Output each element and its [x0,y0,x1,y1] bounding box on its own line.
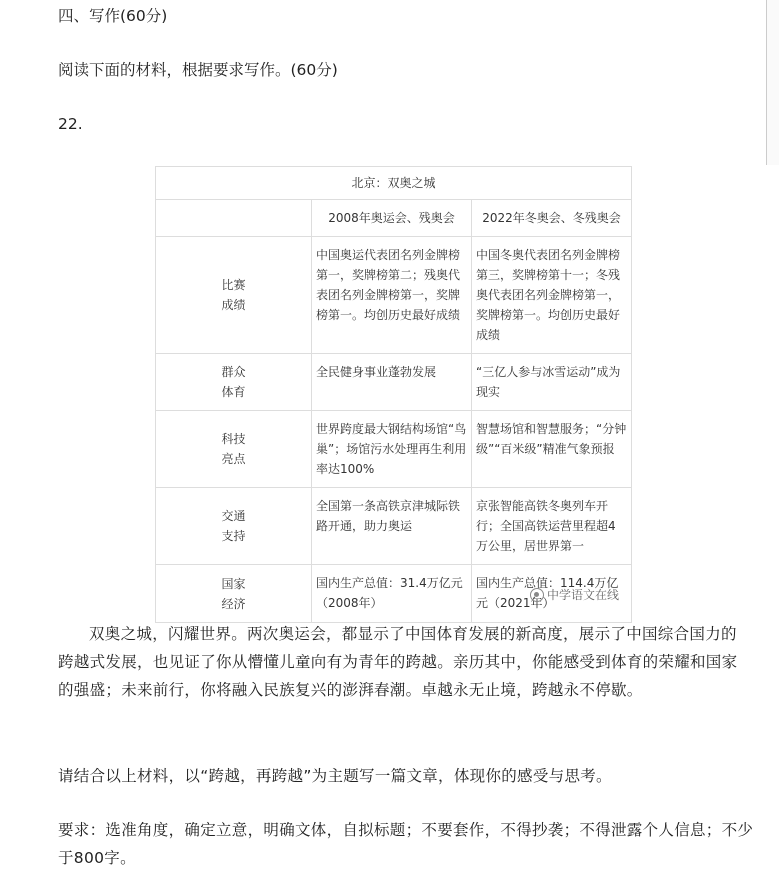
table-row [156,354,632,411]
cell-2022: “三亿人参与冰雪运动”成为现实 [472,354,632,411]
table-header-2008: 2008年奥运会、残奥会 [312,200,472,237]
wechat-icon [530,588,544,602]
writing-requirements: 要求：选准角度，确定立意，明确文体，自拟标题；不要套作，不得抄袭；不得泄露个人信息；不少于800字。 [58,821,754,867]
cell-2022: 智慧场馆和智慧服务；“分钟级”“百米级”精准气象预报 [472,411,632,488]
row-label: 国家 经济 [156,565,312,623]
cell-2008: 全民健身事业蓬勃发展 [312,354,472,411]
material-paragraph: 双奥之城，闪耀世界。两次奥运会，都显示了中国体育发展的新高度，展示了中国综合国力的跨越式发展，也见证了你从懵懂儿童向有为青年的跨越。亲历其中，你能感受到体育的荣耀和国家的强盛；未来前行，你将融入民族复兴的澎湃春潮。卓越永无止境，跨越永不停歇。 [58,625,738,699]
table-row [156,411,632,488]
cell-2008: 世界跨度最大钢结构场馆“鸟巢”；场馆污水处理再生利用率达100% [312,411,472,488]
row-label: 交通 支持 [156,488,312,565]
cell-2022: 中国冬奥代表团名列金牌榜第三，奖牌榜第十一；冬残奥代表团名列金牌榜第一，奖牌榜第一。均创历史最好成绩 [472,237,632,354]
cell-2008: 全国第一条高铁京津城际铁路开通，助力奥运 [312,488,472,565]
row-label: 群众 体育 [156,354,312,411]
row-label: 科技 亮点 [156,411,312,488]
section-title: 四、写作(60分) [58,7,168,25]
table-title: 北京：双奥之城 [156,167,632,200]
table-row [156,237,632,354]
table-row [156,488,632,565]
table-header-2022: 2022年冬奥会、冬残奥会 [472,200,632,237]
question-number: 22. [58,115,83,133]
watermark-text: 中学语文在线 [547,588,620,602]
cell-2008: 中国奥运代表团名列金牌榜第一，奖牌榜第二；残奥代表团名列金牌榜第一，奖牌榜第一。均创历史最好成绩 [312,237,472,354]
writing-prompt: 请结合以上材料，以“跨越，再跨越”为主题写一篇文章，体现你的感受与思考。 [58,767,612,785]
writing-instruction: 阅读下面的材料，根据要求写作。(60分) [58,61,338,79]
cell-2008: 国内生产总值：31.4万亿元（2008年） [312,565,472,623]
table-header-blank [156,200,312,237]
cell-2022: 京张智能高铁冬奥列车开行；全国高铁运营里程超4万公里，居世界第一 [472,488,632,565]
olympics-comparison-table [155,166,631,611]
row-label: 比赛 成绩 [156,237,312,354]
cell-2022: 国内生产总值：114.4万亿元（2021年） [472,565,632,623]
page-scrollbar-edge [766,0,779,165]
source-watermark [530,586,619,603]
